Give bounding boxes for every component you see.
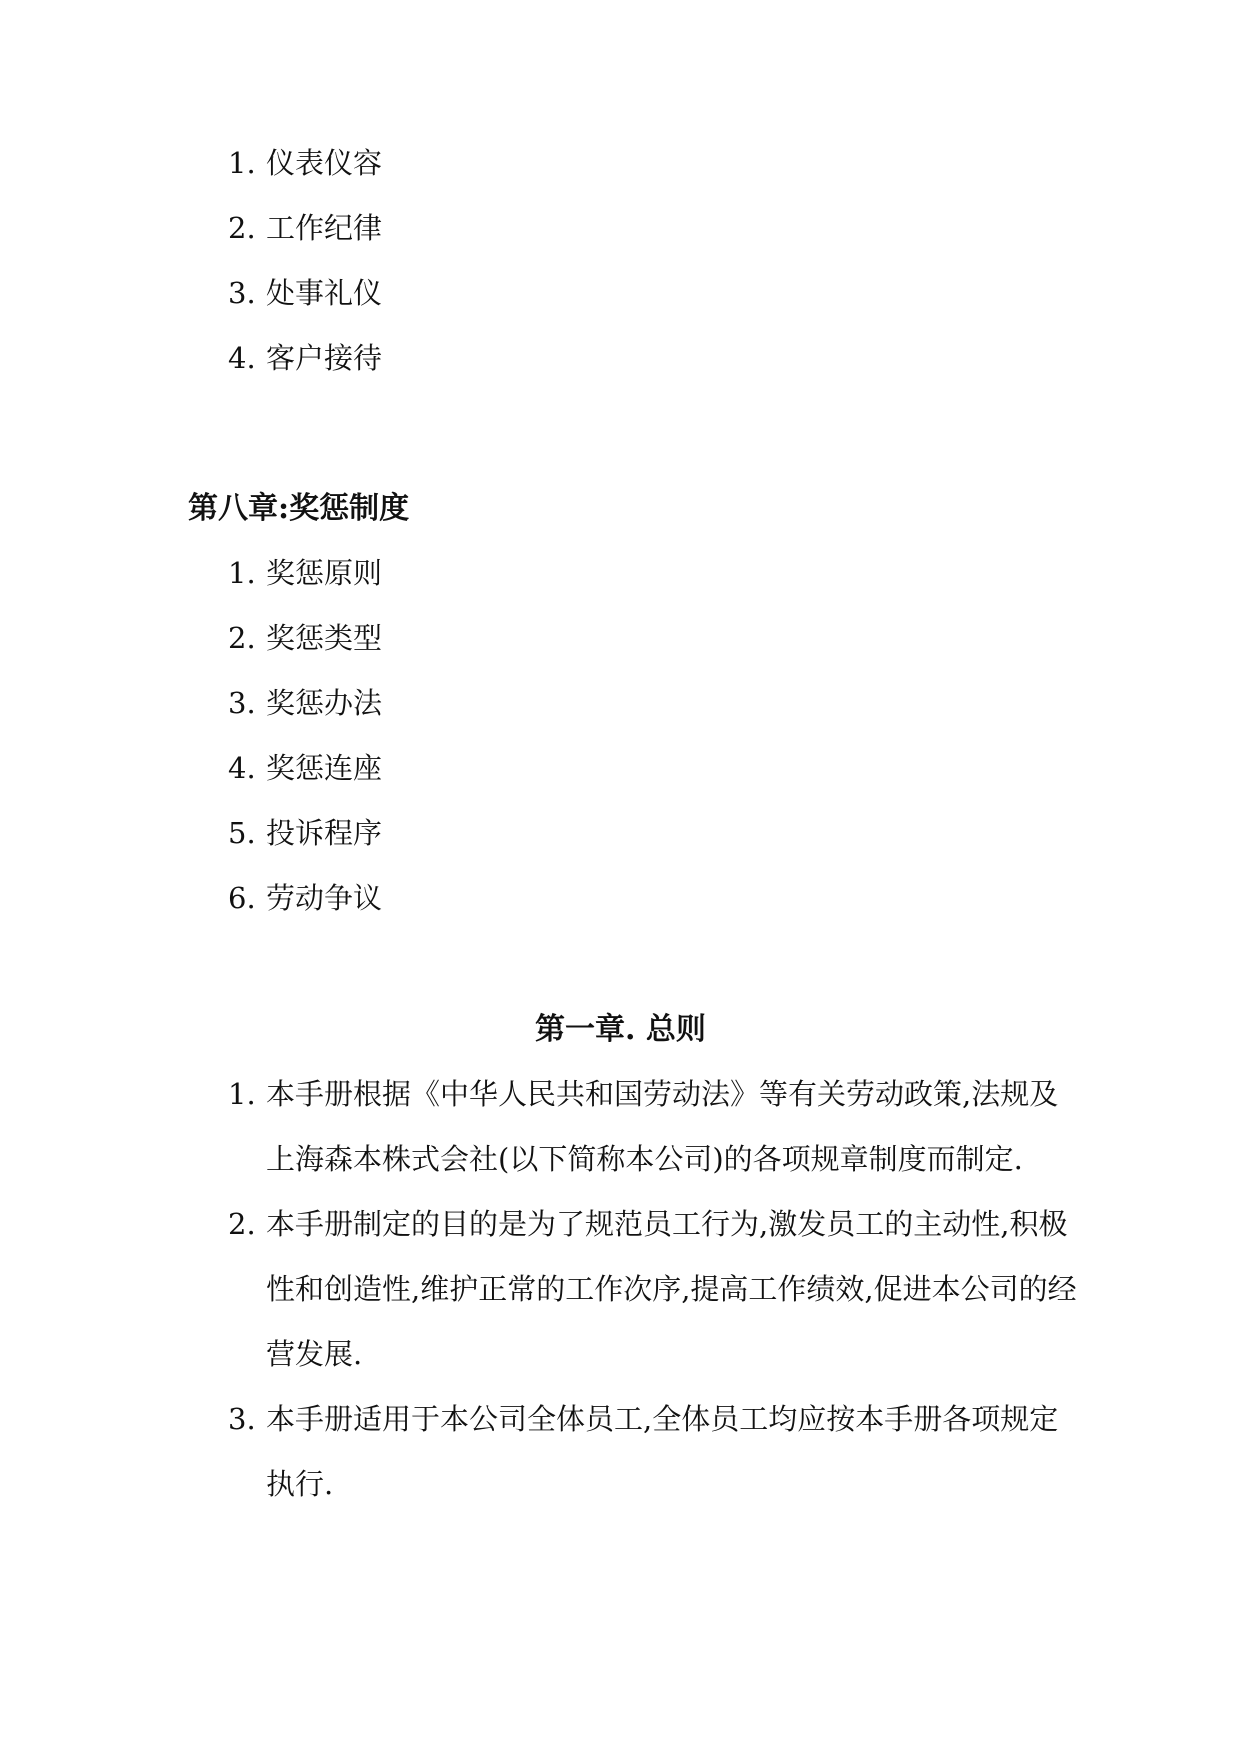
item-label: 处事礼仪 bbox=[266, 276, 383, 310]
item-label: 投诉程序 bbox=[266, 816, 383, 850]
toc-item bbox=[228, 131, 382, 196]
paragraph-text: 本手册根据《中华人民共和国劳动法》等有关劳动政策,法规及上海森本株式会社(以下简称本公司)的各项规章制度而制定. bbox=[266, 1077, 1059, 1176]
toc-item bbox=[228, 326, 382, 391]
paragraph-item bbox=[228, 1387, 1078, 1517]
toc-item bbox=[228, 196, 382, 261]
item-number: 2. bbox=[228, 1207, 256, 1241]
item-number: 6. bbox=[228, 881, 256, 915]
item-label: 奖惩连座 bbox=[266, 751, 383, 785]
item-label: 奖惩原则 bbox=[266, 556, 383, 590]
paragraph-item bbox=[228, 1192, 1078, 1387]
item-label: 奖惩类型 bbox=[266, 621, 383, 655]
toc-item bbox=[228, 866, 382, 931]
toc-item bbox=[228, 261, 382, 326]
item-number: 1. bbox=[228, 146, 256, 180]
paragraph-text: 本手册制定的目的是为了规范员工行为,激发员工的主动性,积极性和创造性,维护正常的工作次序,提高工作绩效,促进本公司的经营发展. bbox=[266, 1207, 1077, 1371]
chapter-heading: 第八章:奖惩制度 bbox=[188, 491, 410, 526]
paragraph-item bbox=[228, 1062, 1078, 1192]
toc-item bbox=[228, 606, 382, 671]
item-label: 客户接待 bbox=[266, 341, 383, 375]
item-number: 3. bbox=[228, 1402, 256, 1436]
toc-list-part1 bbox=[228, 131, 382, 391]
item-number: 2. bbox=[228, 621, 256, 655]
section-title: 第一章. 总则 bbox=[535, 1012, 706, 1047]
toc-list-chapter8 bbox=[228, 541, 382, 931]
toc-item bbox=[228, 736, 382, 801]
toc-item bbox=[228, 801, 382, 866]
item-label: 劳动争议 bbox=[266, 881, 383, 915]
paragraph-text: 本手册适用于本公司全体员工,全体员工均应按本手册各项规定执行. bbox=[266, 1402, 1059, 1501]
item-label: 工作纪律 bbox=[266, 211, 383, 245]
item-number: 1. bbox=[228, 1077, 256, 1111]
item-number: 4. bbox=[228, 341, 256, 375]
item-number: 4. bbox=[228, 751, 256, 785]
toc-item bbox=[228, 541, 382, 606]
item-number: 2. bbox=[228, 211, 256, 245]
item-label: 仪表仪容 bbox=[266, 146, 383, 180]
item-number: 5. bbox=[228, 816, 256, 850]
item-number: 3. bbox=[228, 686, 256, 720]
item-number: 3. bbox=[228, 276, 256, 310]
toc-item bbox=[228, 671, 382, 736]
item-number: 1. bbox=[228, 556, 256, 590]
item-label: 奖惩办法 bbox=[266, 686, 383, 720]
general-provisions-list bbox=[228, 1062, 1078, 1517]
